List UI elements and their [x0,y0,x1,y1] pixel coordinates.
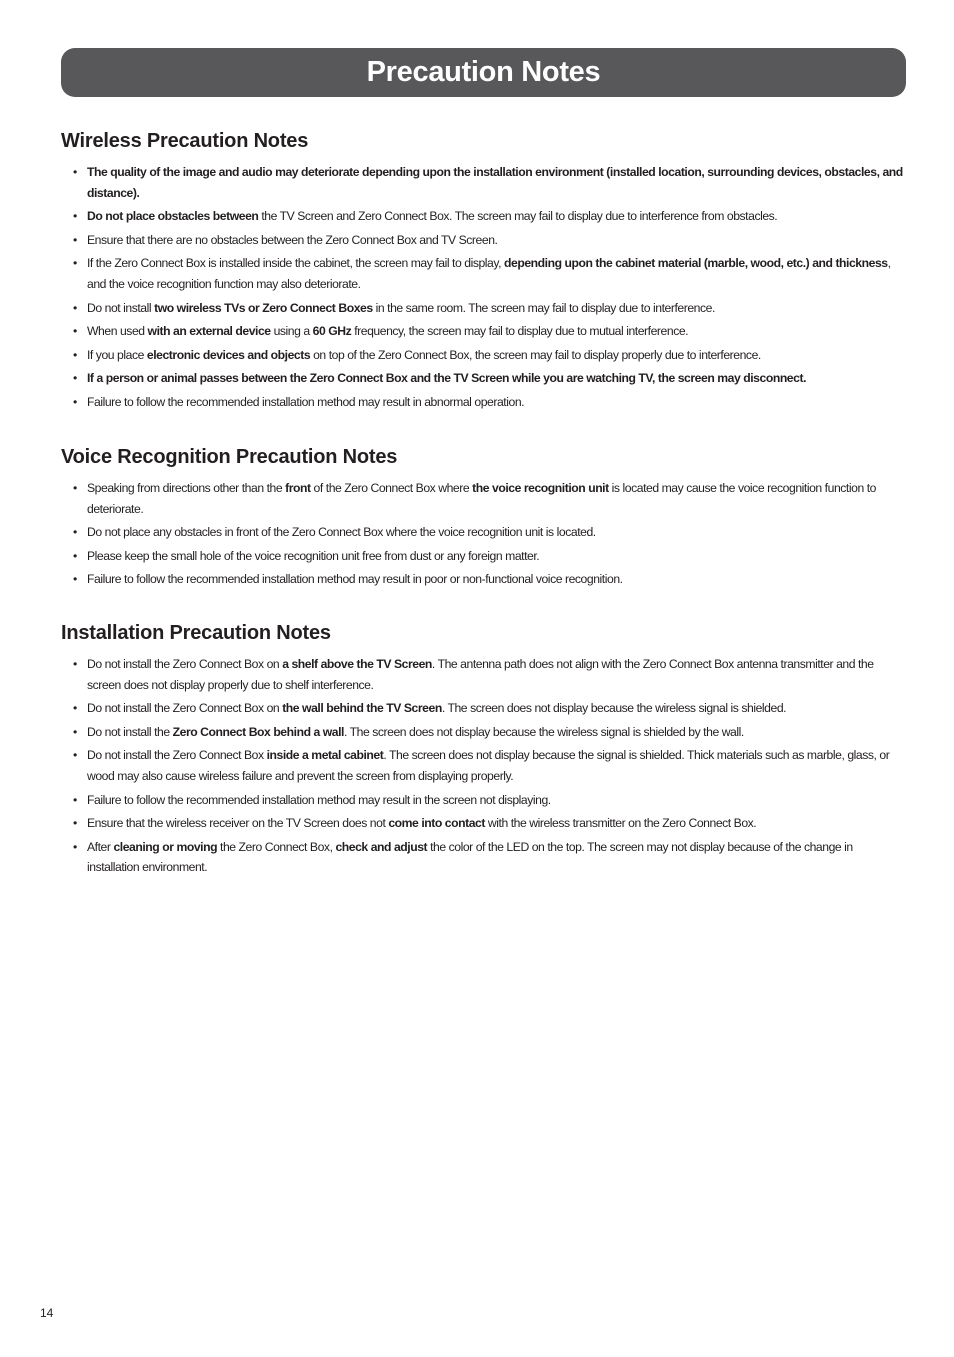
list-item [61,813,906,834]
bold-text: The quality of the image and audio may deteriorate depending upon the installation environment (installed location, surrounding devices, obstacles, and distance). [87,165,903,200]
text-run: Failure to follow the recommended installation method may result in the screen not displaying. [87,792,551,807]
bullet-marker: • [73,525,77,540]
bullet-marker: • [73,256,77,271]
text-run: . The screen does not display because the wireless signal is shielded by the wall. [344,724,744,739]
bold-text: inside a metal cabinet [266,748,384,763]
text-run: using a [270,324,313,339]
bullet-list [61,162,906,413]
bullet-marker: • [73,165,77,179]
bullet-marker: • [73,701,77,716]
list-item [61,368,906,389]
text-run: Ensure that the wireless receiver on the TV Screen does not [87,816,389,831]
text-run: in the same room. The screen may fail to display due to interference. [372,300,715,315]
bold-text: a shelf above the TV Screen [282,657,432,671]
list-item [61,745,906,786]
bullet-marker: • [73,657,77,671]
bullet-marker: • [73,232,77,247]
bold-text: cleaning or moving [113,839,218,854]
list-item [61,206,906,227]
text-run: the TV Screen and Zero Connect Box. The screen may fail to display due to interference from obstacles. [258,209,778,224]
list-item [61,698,906,719]
section-wireless [61,130,906,416]
text-run: Do not install [87,300,155,315]
bold-text: depending upon the cabinet material (marble, wood, etc.) and thickness [504,256,888,271]
list-item [61,722,906,743]
bullet-marker: • [73,347,77,362]
bullet-marker: • [73,394,77,409]
text-run: the color of the LED on the top. The screen may not display because of the change in installation environment. [87,839,853,875]
list-item [61,522,906,543]
bullet-marker: • [73,300,77,315]
list-item [61,345,906,366]
bullet-marker: • [73,839,77,854]
list-item [61,230,906,251]
list-item [61,569,906,590]
text-run: After [87,839,114,854]
bold-text: Zero Connect Box behind a wall [172,724,344,739]
bold-text: the wall behind the TV Screen [282,701,442,716]
text-run: Ensure that there are no obstacles between the Zero Connect Box and TV Screen. [87,232,498,247]
bold-text: the voice recognition unit [472,481,609,495]
page-title: Precaution Notes [366,56,601,88]
list-item [61,321,906,342]
bullet-list [61,478,906,590]
list-item [61,253,906,294]
list-item [61,478,906,519]
page-number: 14 [40,1306,54,1320]
list-item [61,837,906,878]
text-run: If the Zero Connect Box is installed inside the cabinet, the screen may fail to display, [87,256,504,271]
text-run: Do not install the Zero Connect Box [87,748,267,763]
bold-text: come into contact [388,816,485,831]
text-run: Do not install the Zero Connect Box on [87,701,283,716]
list-item [61,546,906,567]
text-run: . The antenna path does not align with the Zero Connect Box antenna transmitter and the screen does not display properly due to shelf interference. [87,657,874,692]
section-voice-recognition [61,446,906,593]
list-item [61,654,906,695]
section-heading: Voice Recognition Precaution Notes [61,446,398,468]
text-run: Please keep the small hole of the voice recognition unit free from dust or any foreign matter. [87,548,540,563]
text-run: Failure to follow the recommended installation method may result in abnormal operation. [87,394,525,409]
bold-text: two wireless TVs or Zero Connect Boxes [154,300,373,315]
bold-text: check and adjust [335,839,428,854]
list-item [61,790,906,811]
text-run: When used [87,324,148,339]
bullet-list [61,654,906,878]
text-run: the Zero Connect Box, [217,839,336,854]
list-item [61,162,906,203]
text-run: Do not install the Zero Connect Box on [87,657,283,671]
bold-text: If a person or animal passes between the Zero Connect Box and the TV Screen while you are watching TV, the screen may disconnect. [87,371,807,386]
section-heading: Installation Precaution Notes [61,622,331,644]
bold-text: with an external device [147,324,271,339]
bold-text: electronic devices and objects [146,347,311,362]
bullet-marker: • [73,724,77,739]
bullet-marker: • [73,792,77,807]
text-run: Do not place any obstacles in front of the Zero Connect Box where the voice recognition unit is located. [87,525,596,540]
text-run: frequency, the screen may fail to display due to mutual interference. [351,324,689,339]
text-run: , and the voice recognition function may also deteriorate. [87,256,891,291]
page-header-bar [61,48,906,97]
bullet-marker: • [73,324,77,339]
text-run: is located may cause the voice recognition function to deteriorate. [87,481,876,516]
section-heading: Wireless Precaution Notes [61,130,309,152]
text-run: with the wireless transmitter on the Zero Connect Box. [484,816,757,831]
text-run: . The screen does not display because the wireless signal is shielded. [441,701,787,716]
text-run: on top of the Zero Connect Box, the screen may fail to display properly due to interference. [310,347,761,362]
bullet-marker: • [73,371,77,386]
bold-text: front [285,481,311,495]
bullet-marker: • [73,548,77,563]
text-run: Do not install the [87,724,173,739]
bold-text: 60 GHz [312,324,352,339]
bullet-marker: • [73,816,77,831]
text-run: of the Zero Connect Box where [310,481,473,495]
bullet-marker: • [73,481,77,495]
bullet-marker: • [73,209,77,224]
bullet-marker: • [73,572,77,587]
bullet-marker: • [73,748,77,763]
bold-text: Do not place obstacles between [87,209,259,224]
list-item [61,298,906,319]
list-item [61,392,906,413]
text-run: If you place [87,347,147,362]
text-run: Failure to follow the recommended installation method may result in poor or non-functional voice recognition. [87,572,623,587]
text-run: Speaking from directions other than the [87,481,286,495]
section-installation [61,622,906,881]
text-run: . The screen does not display because the signal is shielded. Thick materials such as marble, glass, or wood may also cause wireless failure and prevent the screen from displaying properly. [87,748,890,783]
